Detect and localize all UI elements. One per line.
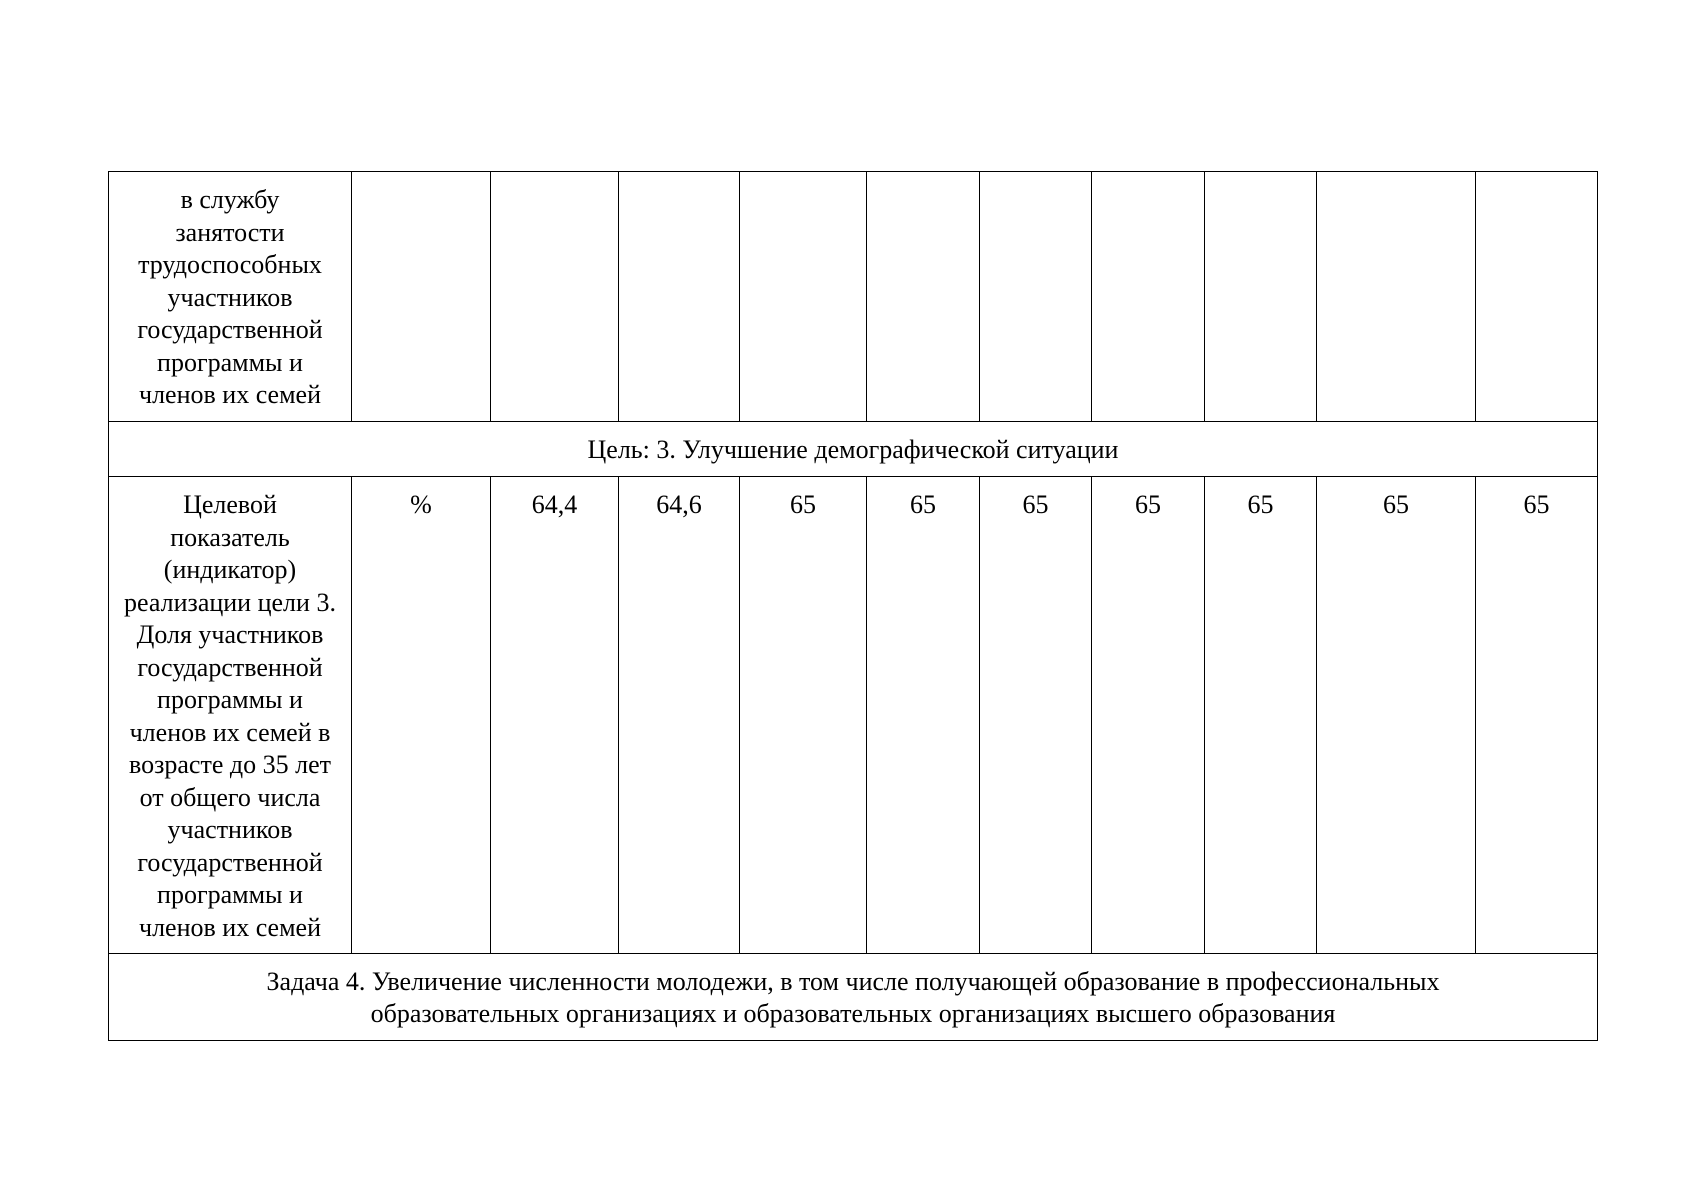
table-cell [1317,172,1476,422]
indicator-table [108,171,1598,1041]
table-cell [740,172,867,422]
table-cell [491,172,619,422]
table-cell [1205,172,1317,422]
goal-row [109,422,1598,477]
indicator-row [109,477,1598,954]
unit-cell: % [352,477,491,954]
task-row [109,954,1598,1041]
table-row-continuation [109,172,1598,422]
value-cell: 64,6 [619,477,740,954]
value-cell: 65 [1205,477,1317,954]
value-cell: 65 [1317,477,1476,954]
table-cell [980,172,1092,422]
table-cell [1476,172,1598,422]
value-cell: 65 [1092,477,1205,954]
value-cell: 65 [1476,477,1598,954]
value-cell: 65 [740,477,867,954]
row-description: в службу занятости трудоспособных участников государственной программы и членов их семей [109,172,352,422]
value-cell: 64,4 [491,477,619,954]
table-cell [1092,172,1205,422]
table-cell [619,172,740,422]
goal-heading: Цель: 3. Улучшение демографической ситуации [109,422,1598,477]
value-cell: 65 [867,477,980,954]
table-cell [867,172,980,422]
indicator-description: Целевой показатель (индикатор) реализации цели 3. Доля участников государственной программы и членов их семей в возрасте до 35 лет от общего числа участников государственной программы и членов их семей [109,477,352,954]
value-cell: 65 [980,477,1092,954]
task-heading: Задача 4. Увеличение численности молодежи, в том числе получающей образование в профессиональных образовательных организациях и образовательных организациях высшего образования [109,954,1598,1041]
table-cell [352,172,491,422]
